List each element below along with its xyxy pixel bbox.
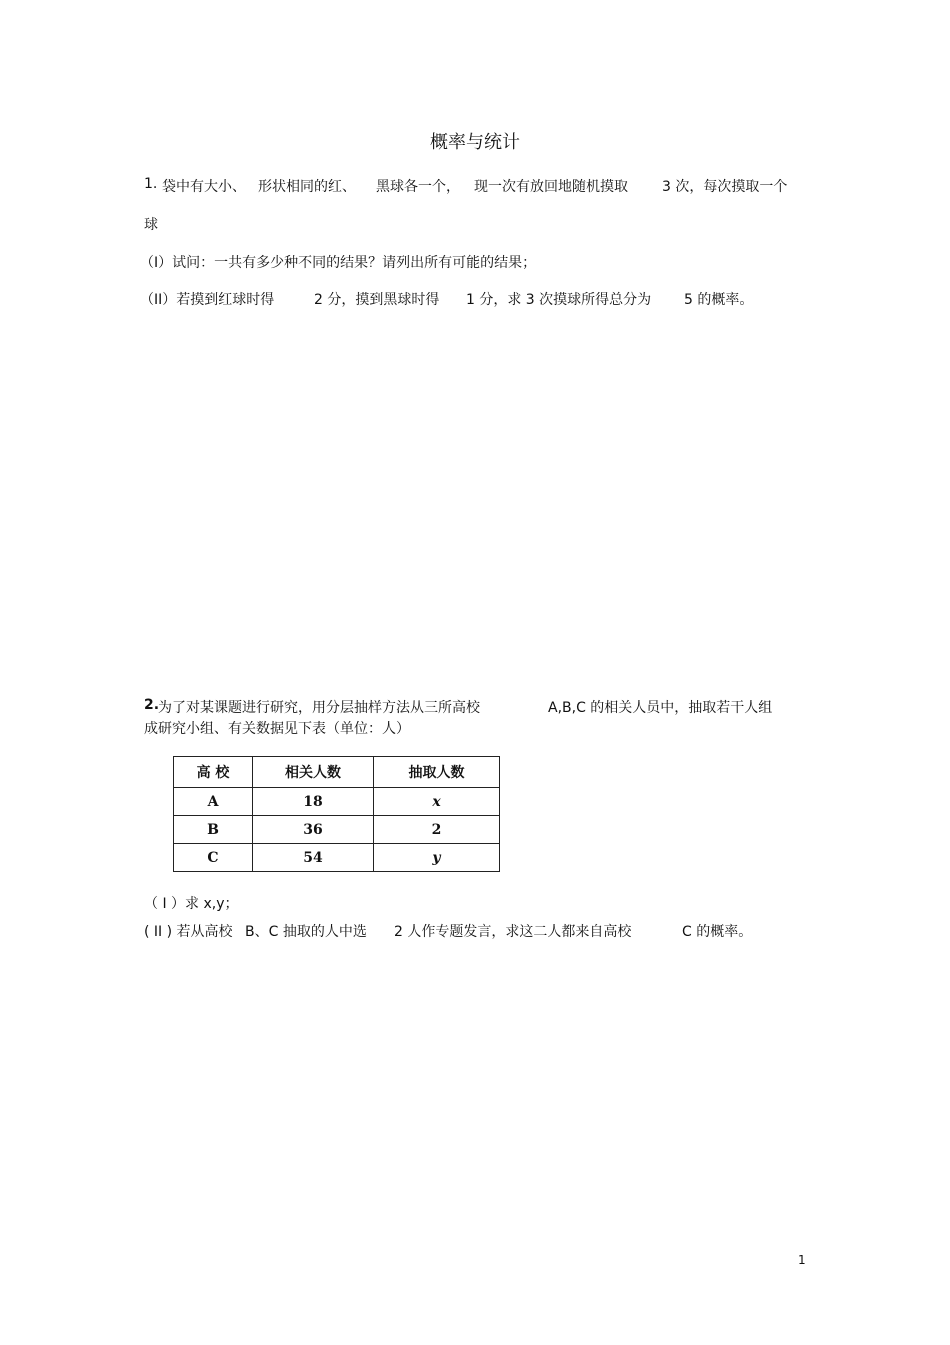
q2-text-a: 为了对某课题进行研究，用分层抽样方法从三所高校 — [158, 700, 480, 716]
q1-part-2a: （II）若摸到红球时得 — [140, 292, 275, 308]
q1-text-d: 现一次有放回地随机摸取 — [474, 179, 628, 195]
table-cell: B — [174, 816, 253, 844]
q1-part-2b: 2 分，摸到黑球时得 — [314, 292, 440, 308]
q1-text-e: 3 次，每次摸取一个 — [662, 179, 788, 195]
table-header: 高 校 — [174, 757, 253, 788]
q1-part-1: （I）试问：一共有多少种不同的结果？请列出所有可能的结果； — [140, 255, 537, 271]
table-header: 相关人数 — [253, 757, 374, 788]
table-cell: y — [374, 844, 500, 872]
page-number: 1 — [798, 1253, 806, 1267]
table-header: 抽取人数 — [374, 757, 500, 788]
q2-text-line2: 成研究小组、有关数据见下表（单位：人） — [144, 721, 410, 737]
table-cell: 2 — [374, 816, 500, 844]
table-row — [174, 816, 500, 844]
page-title: 概率与统计 — [430, 132, 520, 153]
q2-part-2c: 2 人作专题发言，求这二人都来自高校 — [394, 924, 632, 940]
table-cell: 18 — [253, 788, 374, 816]
q1-text-b: 形状相同的红、 — [258, 179, 356, 195]
q1-number: 1. — [144, 176, 158, 192]
table-cell: A — [174, 788, 253, 816]
table-row — [174, 844, 500, 872]
table-row — [174, 788, 500, 816]
table-cell: C — [174, 844, 253, 872]
data-table — [173, 756, 500, 872]
q1-text-line2: 球 — [144, 217, 158, 233]
table-cell: 36 — [253, 816, 374, 844]
q2-number: 2. — [144, 697, 160, 713]
q2-part-2d: C 的概率。 — [682, 924, 753, 940]
q2-part-2a: ( II ) 若从高校 — [144, 924, 233, 940]
q2-part-2b: B、C 抽取的人中选 — [245, 924, 367, 940]
table-header-row — [174, 757, 500, 788]
q1-part-2c: 1 分，求 3 次摸球所得总分为 — [466, 292, 652, 308]
q2-text-b: A,B,C 的相关人员中，抽取若干人组 — [548, 700, 773, 716]
q1-text-c: 黑球各一个， — [376, 179, 460, 195]
q1-part-2d: 5 的概率。 — [684, 292, 754, 308]
table-cell: x — [374, 788, 500, 816]
table-cell: 54 — [253, 844, 374, 872]
q1-text-a: 袋中有大小、 — [162, 179, 246, 195]
q2-part-1: （ I ）求 x,y； — [144, 896, 239, 912]
